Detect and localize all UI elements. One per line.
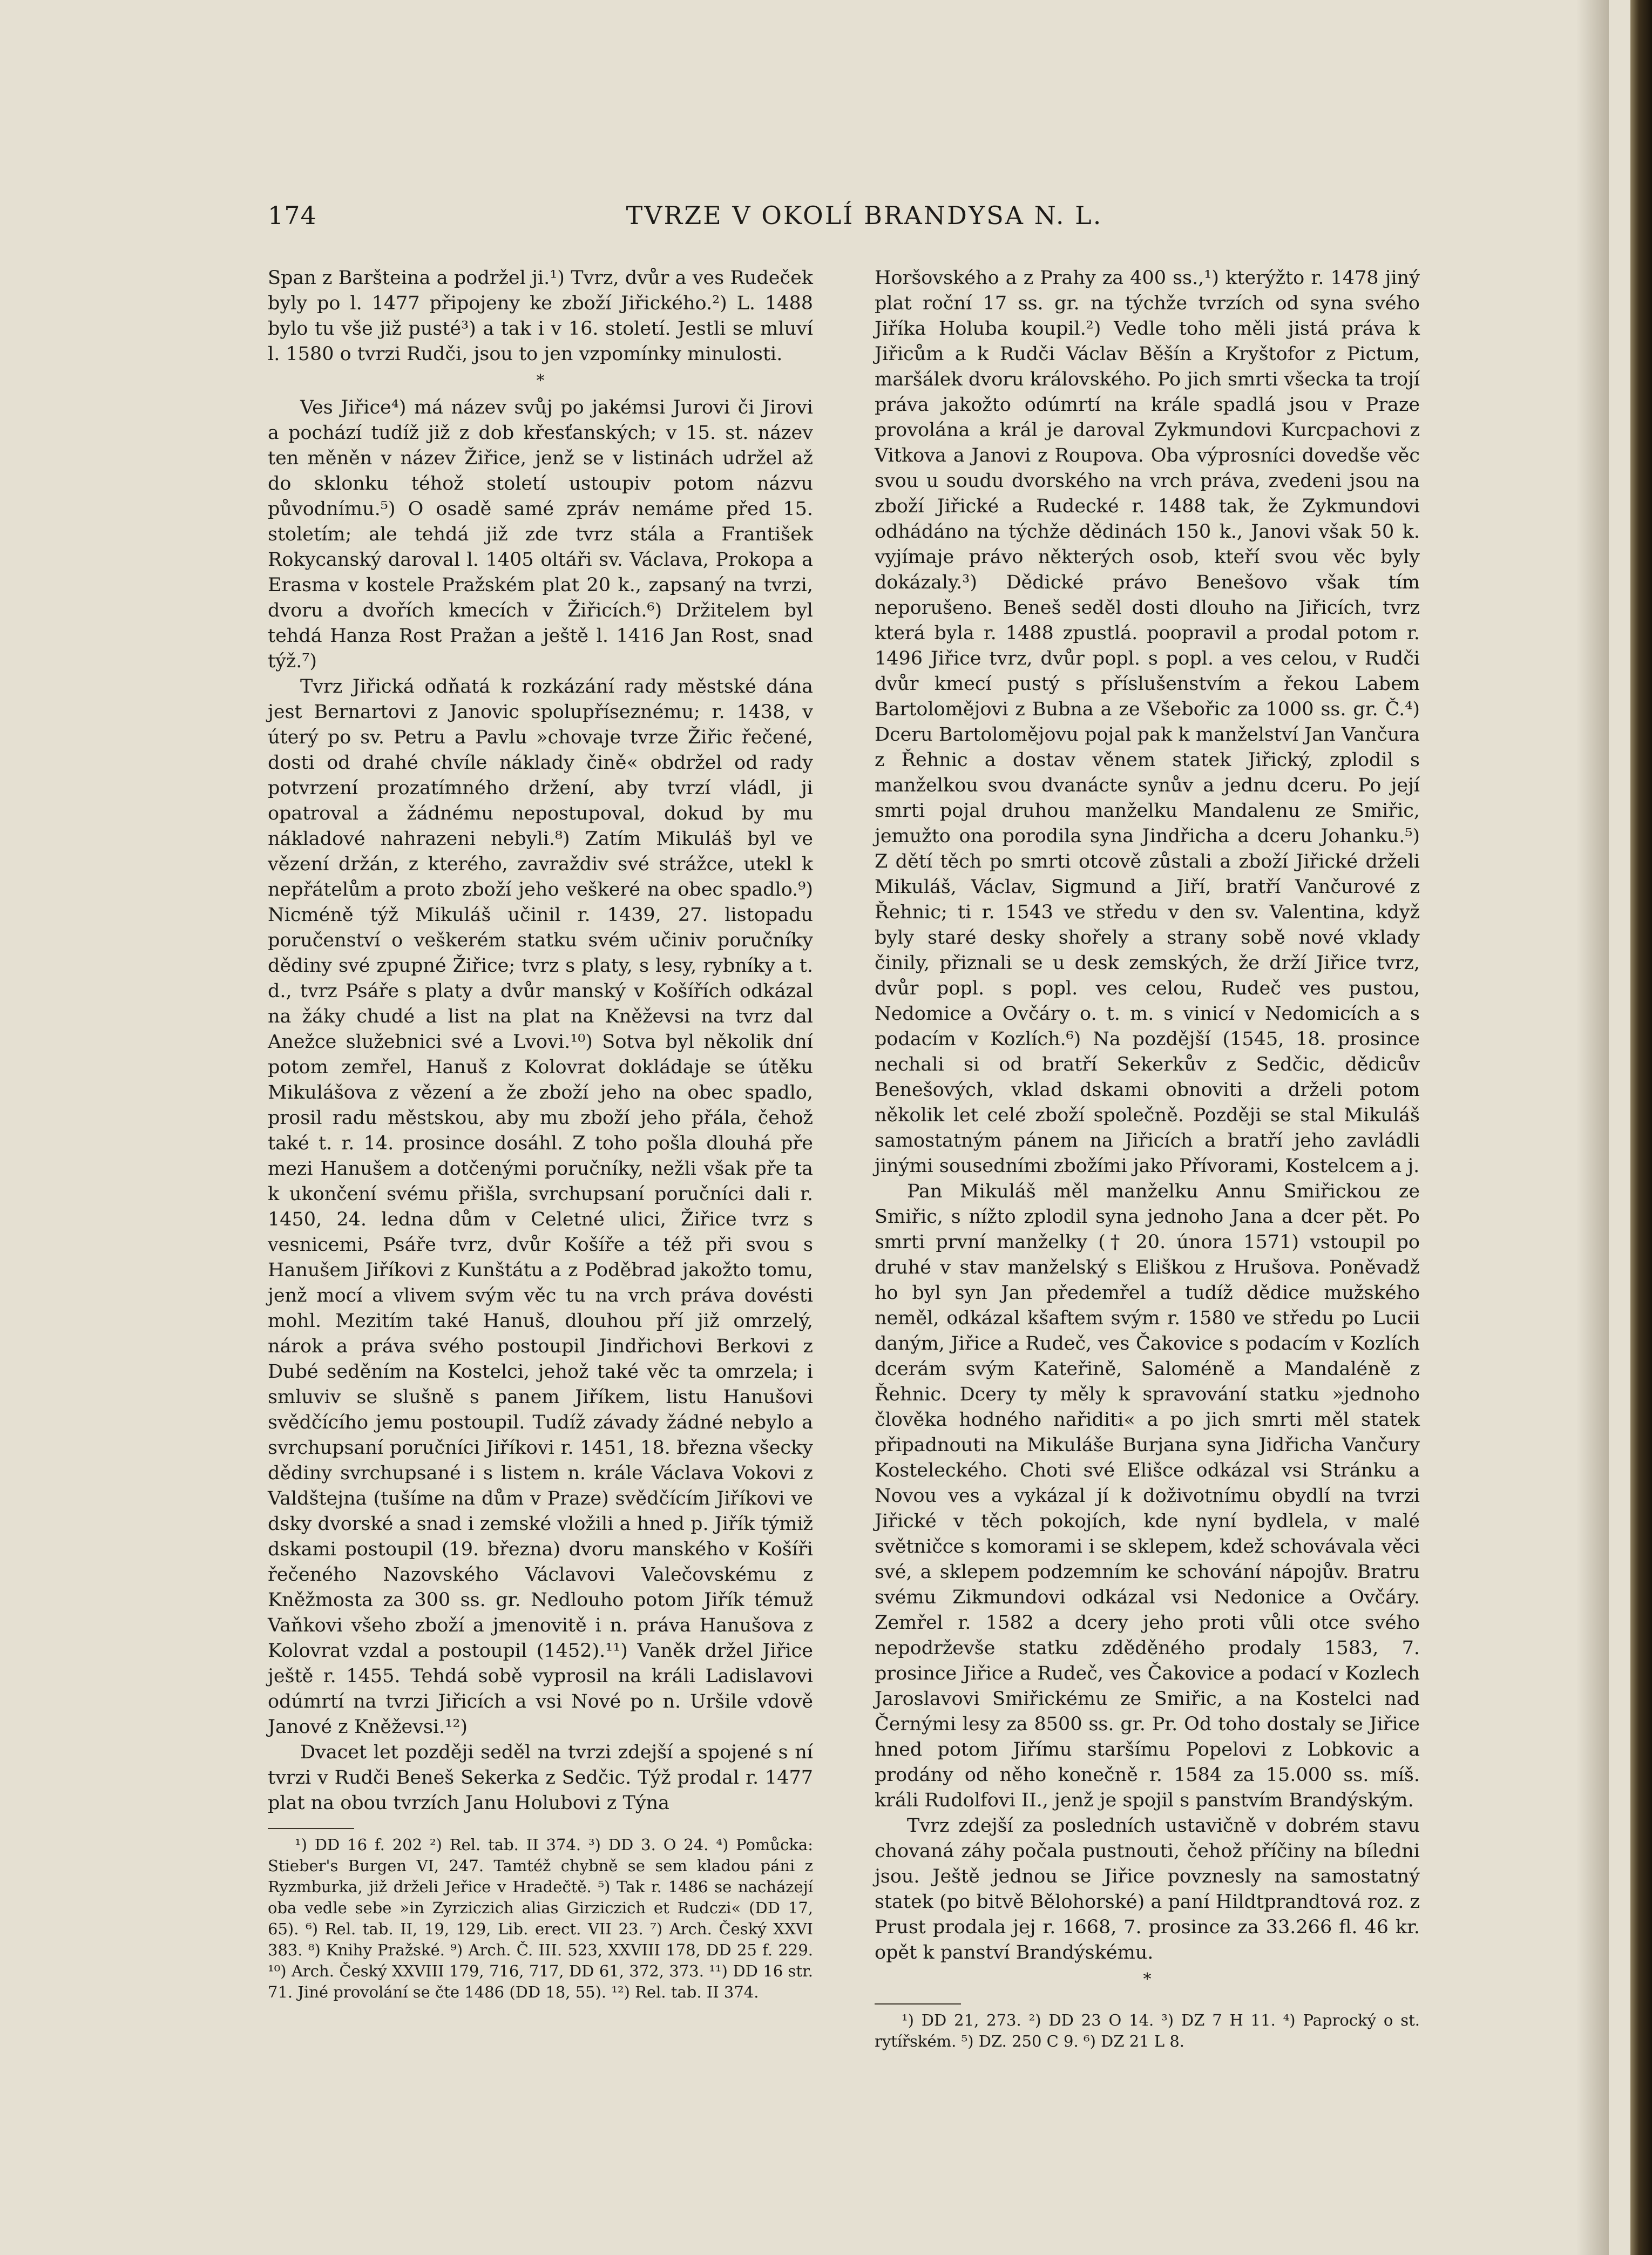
left-column: [268, 266, 813, 2003]
left-paragraph-3: Tvrz Jiřická odňatá k rozkázání rady městské dána jest Bernartovi z Janovic spolupříseznému; r. 1438, v úterý po sv. Petru a Pavlu »chovaje tvrze Žiřic řečené, dosti od drahé chvíle náklady čině« obdržel od rady potvrzení prozatímného držení, aby tvrzí vládl, ji opatroval a žádnému nepostupoval, dokud by mu nákladové nahrazeni nebyli.⁸) Zatím Mikuláš byl ve vězení držán, z kterého, zavraždiv své strážce, utekl k nepřátelům a proto zboží jeho veškeré na obec spadlo.⁹) Nicméně týž Mikuláš učinil r. 1439, 27. listopadu poručenství o veškerém statku svém učiniv poručníky dědiny své zpupné Žiřice; tvrz s platy, s lesy, rybníky a t. d., tvrz Psáře s platy a dvůr manský v Košířích odkázal na žáky chudé a list na plat na Kněževsi na tvrz dal Anežce služebnici své a Lvovi.¹⁰) Sotva byl několik dní potom zemřel, Hanuš z Kolovrat dokládaje se útěku Mikulášova z vězení a že zboží jeho na obec spadlo, prosil radu městskou, aby mu zboží jeho přála, čehož také t. r. 14. prosince dosáhl. Z toho pošla dlouhá pře mezi Hanušem a dotčenými poručníky, nežli však pře ta k ukončení svému přišla, svrchupsaní poručníci dali r. 1450, 24. ledna dům v Celetné ulici, Žiřice tvrz s vesnicemi, Psáře tvrz, dvůr Košíře a též při svou s Hanušem Jiříkovi z Kunštátu a z Poděbrad jakožto tomu, jenž mocí a vlivem svým věc tu na vrch práva dovésti mohl. Mezitím také Hanuš, dlouhou pří již omrzelý, nárok a práva svého postoupil Jindřichovi Berkovi z Dubé seděním na Kostelci, jehož také věc ta omrzela; i smluviv se slušně s panem Jiříkem, listu Hanušovi svědčícího jemu postoupil. Tudíž závady žádné nebylo a svrchupsaní poručníci Jiříkovi r. 1451, 18. března všecky dědiny svrchupsané i s listem n. krále Václava Vokovi z Valdštejna (tušíme na dům v Praze) svědčícím Jiříkovi ve dsky dvorské a snad i zemské vložili a hned p. Jiřík týmiž dskami postoupil (19. března) dvoru manského v Košíři řečeného Nazovského Václavovi Valečovskému z Kněžmosta za 300 ss. gr. Nedlouho potom Jiřík témuž Vaňkovi všeho zboží a jmenovitě i n. práva Hanušova z Kolovrat vzdal a postoupil (1452).¹¹) Vaněk držel Jiřice ještě r. 1455. Tehdá sobě vyprosil na králi Ladislavovi odúmrtí na tvrzi Jiřicích a vsi Nové po n. Uršile vdově Janové z Kněževsi.¹²): [268, 676, 813, 1738]
right-footnotes-text: ¹) DD 21, 273. ²) DD 23 O 14. ³) DZ 7 H 11. ⁴) Paprocký o st. rytířském. ⁵) DZ. 250 C 9. ⁶) DZ 21 L 8.: [875, 2011, 1420, 2050]
section-separator: *: [1143, 1970, 1152, 1989]
left-footnotes: [268, 1828, 813, 2003]
footnote-rule: [268, 1828, 354, 1829]
left-paragraph-4: Dvacet let později seděl na tvrzi zdejší a spojené s ní tvrzi v Rudči Beneš Sekerka z Sedčic. Týž prodal r. 1477 plat na obou tvrzích Janu Holubovi z Týna: [268, 1742, 813, 1814]
section-separator: *: [536, 371, 545, 390]
page-header: [268, 201, 1461, 239]
left-paragraph-2: Ves Jiřice⁴) má název svůj po jakémsi Jurovi či Jirovi a pochází tudíž již z dob křesťanských; v 15. st. název ten měněn v název Žiřice, jenž se v listinách udržel až do sklonku téhož století ustoupiv potom názvu původnímu.⁵) O osadě samé zpráv nemáme před 15. stoletím; ale tehdá již zde tvrz stála a František Rokycanský daroval l. 1405 oltáři sv. Václava, Prokopa a Erasma v kostele Pražském plat 20 k., zapsaný na tvrzi, dvoru a dvořích kmecích v Žiřicích.⁶) Držitelem byl tehdá Hanza Rost Pražan a ještě l. 1416 Jan Rost, snad týž.⁷): [268, 397, 813, 672]
right-paragraph-3: Tvrz zdejší za posledních ustavičně v dobrém stavu chovaná záhy počala pustnouti, čehož příčiny na bíledni jsou. Ještě jednou se Jiřice povznesly na samostatný statek (po bitvě Bělohorské) a paní Hildtprandtová roz. z Prust prodala jej r. 1668, 7. prosince za 33.266 fl. 46 kr. opět k panství Brandýskému.: [875, 1815, 1420, 1963]
right-paragraph-1: Horšovského a z Prahy za 400 ss.,¹) kterýžto r. 1478 jiný plat roční 17 ss. gr. na týchže tvrzích od syna svého Jiříka Holuba koupil.²) Vedle toho měli jistá práva k Jiřicům a k Rudči Václav Běšín a Kryštofor z Pictum, maršálek dvoru královského. Po jich smrti všecka ta trojí práva jakožto odúmrtí na krále spadlá jsou v Praze provolána a král je daroval Zykmundovi Kurcpachovi z Vitkova a Janovi z Roupova. Oba výprosníci dovedše věc svou u soudu dvorského na vrch práva, zvedeni jsou na zboží Jiřické a Rudecké r. 1488 tak, že Zykmundovi odhádáno na týchže dědinách 150 k., Janovi však 50 k. vyjímaje právo některých osob, kteří svou věc byly dokázaly.³) Dědické právo Benešovo však tím neporušeno. Beneš seděl dosti dlouho na Jiřicích, tvrz která byla r. 1488 zpustlá. poopravil a prodal potom r. 1496 Jiřice tvrz, dvůr popl. s popl. a ves celou, v Rudči dvůr kmecí pustý s příslušenstvím a řekou Labem Bartolomějovi z Bubna a ze Všebořic za 1000 ss. gr. Č.⁴) Dceru Bartolomějovu pojal pak k manželství Jan Vančura z Řehnic a dostav věnem statek Jiřický, zplodil s manželkou svou dvanácte synův a jednu dceru. Po její smrti pojal druhou manželku Mandalenu ze Smiřic, jemužto ona porodila syna Jindřicha a dceru Johanku.⁵) Z dětí těch po smrti otcově zůstali a zboží Jiřické drželi Mikuláš, Václav, Sigmund a Jiří, bratří Vančurové z Řehnic; ti r. 1543 ve středu v den sv. Valentina, když byly staré desky shořely a strany sobě nové vklady činily, přiznali se u desk zemských, že drží Jiřice tvrz, dvůr popl. s popl. ves celou, Rudeč ves pustou, Nedomice a Ovčáry o. t. m. s vinicí v Nedomicích a s podacím v Kozlích.⁶) Na pozdější (1545, 18. prosince nechali si od bratří Sekerkův z Sedčic, dědicův Benešových, vklad dskami obnoviti a drželi potom několik let celé zboží společně. Později se stal Mikuláš samostatným pánem na Jiřicích a bratří jeho zavládli jinými sousedními zbožími jako Přívorami, Kostelcem a j.: [875, 267, 1420, 1177]
left-footnotes-text: ¹) DD 16 f. 202 ²) Rel. tab. II 374. ³) DD 3. O 24. ⁴) Pomůcka: Stieber's Burgen VI, 247. Tamtéž chybně se sem kladou páni z Ryzmburka, již drželi Jeřice v Hradečtě. ⁵) Tak r. 1486 se nacházejí oba vedle sebe »in Zyrziczich alias Girziczich et Rudczi« (DD 17, 65). ⁶) Rel. tab. II, 19, 129, Lib. erect. VII 23. ⁷) Arch. Český XXVI 383. ⁸) Knihy Pražské. ⁹) Arch. Č. III. 523, XXVIII 178, DD 25 f. 229. ¹⁰) Arch. Český XXVIII 179, 716, 717, DD 61, 372, 373. ¹¹) DD 16 str. 71. Jiné provolání se čte 1486 (DD 18, 55). ¹²) Rel. tab. II 374.: [268, 1836, 813, 2001]
footnote-rule: [875, 2003, 961, 2005]
right-footnotes: [875, 2003, 1420, 2052]
page-number: 174: [268, 201, 317, 230]
right-paragraph-2: Pan Mikuláš měl manželku Annu Smiřickou ze Smiřic, s nížto zplodil syna jednoho Jana a dcer pět. Po smrti první manželky († 20. února 1571) vstoupil po druhé v stav manželský s Eliškou z Hrušova. Poněvadž ho byl syn Jan předemřel a tudíž dědice mužského neměl, odkázal kšaftem svým r. 1580 ve středu po Lucii daným, Jiřice a Rudeč, ves Čakovice s podacím v Kozlích dcerám svým Kateřině, Saloméně a Mandaléně z Řehnic. Dcery ty měly k spravování statku »jednoho člověka hodného nařiditi« a po jich smrti měl statek připadnouti na Mikuláše Burjana syna Jidřicha Vančury Kosteleckého. Choti své Elišce odkázal vsi Stránku a Novou ves a vykázal jí k doživotnímu obydlí na tvrzi Jiřické v těch pokojích, kde nyní bydlela, v malé světničce s komorami i se sklepem, kdež schovávala věci své, a sklepem podzemním ke schování nápojův. Bratru svému Zikmundovi odkázal vsi Nedonice a Ovčáry. Zemřel r. 1582 a dcery jeho proti vůli otce svého nepodrževše statku zděděného prodaly 1583, 7. prosince Jiřice a Rudeč, ves Čakovice a podací v Kozlech Jaroslavovi Smiřickému ze Smiřic, a na Kostelci nad Černými lesy za 8500 ss. gr. Pr. Od toho dostaly se Jiřice hned potom Jiřímu staršímu Popelovi z Lobkovic a prodány od něho konečně r. 1584 za 15.000 ss. míš. králi Rudolfovi II., jenž je spojil s panstvím Brandýským.: [875, 1181, 1420, 1811]
right-column: [875, 266, 1420, 2052]
book-spine: [1630, 0, 1652, 2255]
page-edge-shadow: [1576, 0, 1609, 2255]
left-paragraph-1: Span z Baršteina a podržel ji.¹) Tvrz, dvůr a ves Rudeček byly po l. 1477 připojeny ke zboží Jiřického.²) L. 1488 bylo tu vše již pusté³) a tak i v 16. století. Jestli se mluví l. 1580 o tvrzi Rudči, jsou to jen vzpomínky minulosti.: [268, 267, 813, 365]
running-title: TVRZE V OKOLÍ BRANDYSA N. L.: [626, 201, 1103, 230]
